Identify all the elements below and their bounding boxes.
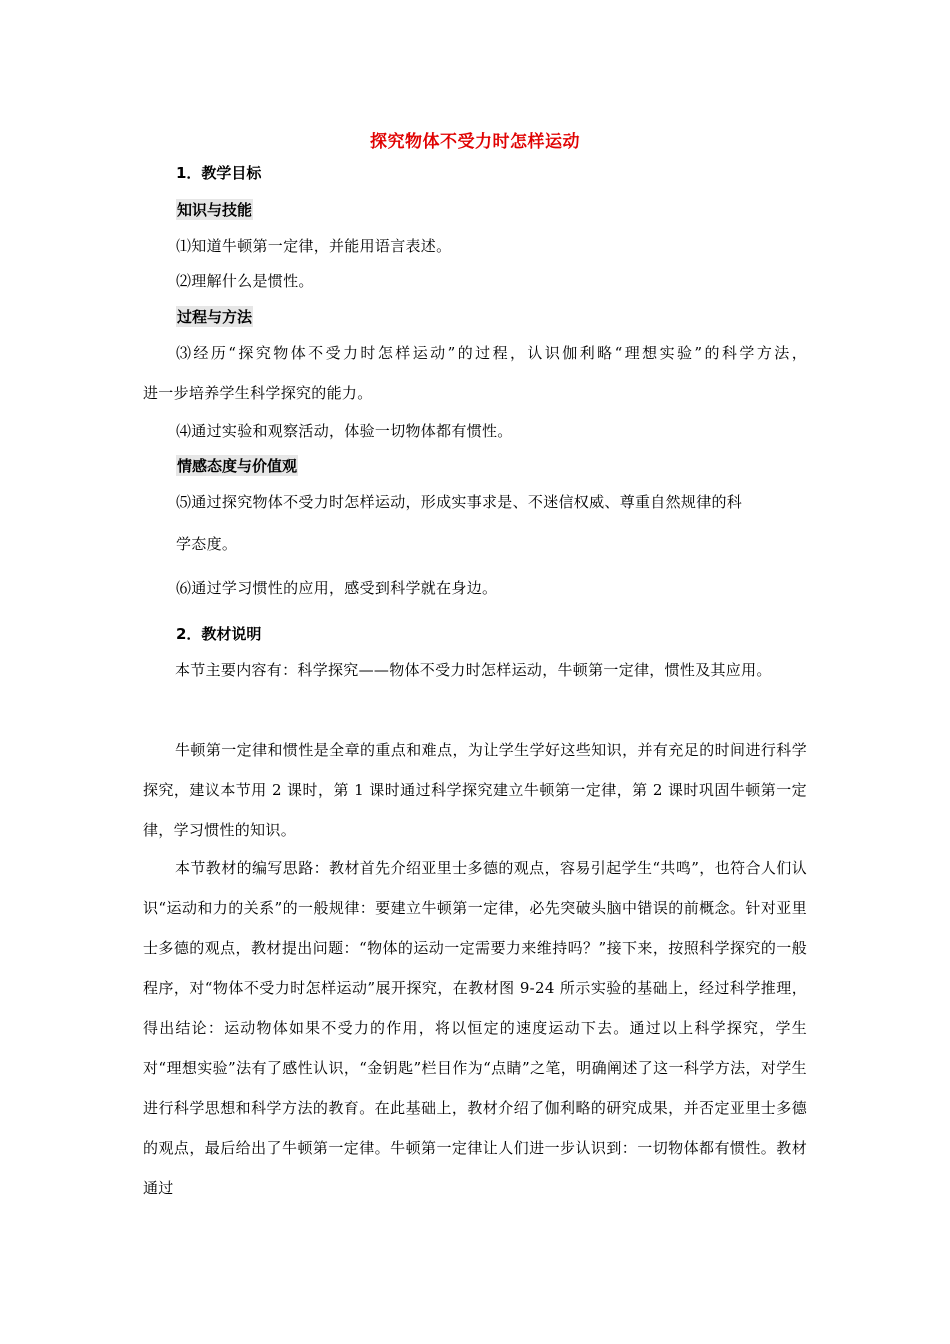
section-heading-objectives: 1．教学目标	[176, 164, 262, 182]
section-heading-materials: 2．教材说明	[176, 625, 262, 643]
objective-item-2: ⑵理解什么是惯性。	[176, 272, 314, 290]
objective-item-3-line1: ⑶经历“探究物体不受力时怎样运动”的过程，认识伽利略“理想实验”的科学方法，	[176, 344, 807, 362]
subheading-process: 过程与方法	[177, 308, 253, 326]
subheading-emotion: 情感态度与价值观	[177, 457, 298, 475]
materials-paragraph-1: 本节主要内容有：科学探究——物体不受力时怎样运动，牛顿第一定律，惯性及其应用。	[175, 661, 772, 679]
subheading-knowledge: 知识与技能	[177, 201, 253, 219]
materials-paragraph-2: 牛顿第一定律和惯性是全章的重点和难点，为让学生学好这些知识，并有充足的时间进行科学探究，建议本节用 2 课时，第 1 课时通过科学探究建立牛顿第一定律，第 2 课时巩固牛顿第一定律，学习惯性的知识。	[143, 741, 807, 839]
document-title: 探究物体不受力时怎样运动	[370, 132, 580, 152]
objective-item-3-line2: 进一步培养学生科学探究的能力。	[143, 384, 373, 402]
objective-item-4: ⑷通过实验和观察活动，体验一切物体都有惯性。	[176, 422, 513, 440]
objective-item-6: ⑹通过学习惯性的应用，感受到科学就在身边。	[176, 579, 498, 597]
objective-item-5-line2: 学态度。	[176, 535, 238, 553]
materials-paragraph-3: 本节教材的编写思路：教材首先介绍亚里士多德的观点，容易引起学生“共鸣”，也符合人们认识“运动和力的关系”的一般规律：要建立牛顿第一定律，必先突破头脑中错误的前概念。针对亚里士多德的观点，教材提出问题：“物体的运动一定需要力来维持吗？”接下来，按照科学探究的一般程序，对“物体不受力时怎样运动”展开探究，在教材图 9-24 所示实验的基础上，经过科学推理，得出结论：运动物体如果不受力的作用，将以恒定的速度运动下去。通过以上科学探究，学生对“理想实验”法有了感性认识，“金钥匙”栏目作为“点睛”之笔，明确阐述了这一科学方法，对学生进行科学思想和科学方法的教育。在此基础上，教材介绍了伽利略的研究成果，并否定亚里士多德的观点，最后给出了牛顿第一定律。牛顿第一定律让人们进一步认识到：一切物体都有惯性。教材通过	[143, 859, 807, 1197]
objective-item-1: ⑴知道牛顿第一定律，并能用语言表述。	[176, 237, 452, 255]
objective-item-5-line1: ⑸通过探究物体不受力时怎样运动，形成实事求是、不迷信权威、尊重自然规律的科	[176, 493, 743, 511]
